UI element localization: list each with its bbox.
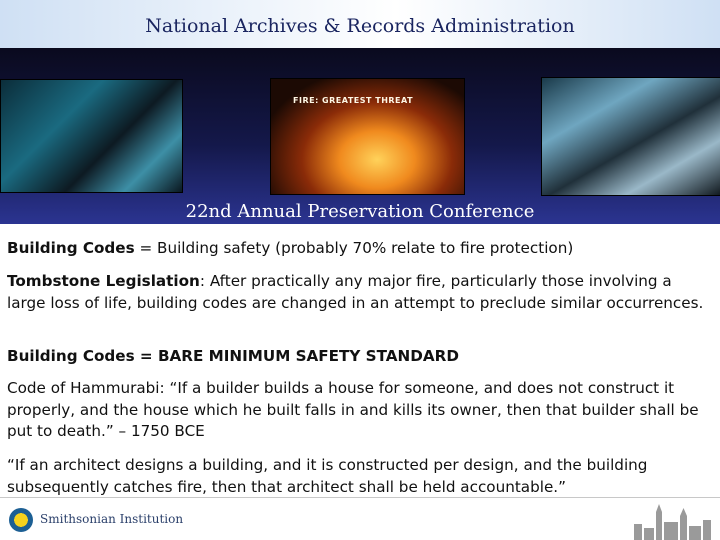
paragraph-hammurabi: Code of Hammurabi: “If a builder builds a house for someone, and does not construct it properly, and the house which he built falls in and kills its owner, then that builder shall be put to death.” – 1750 BCE — [7, 379, 699, 440]
header-title: National Archives & Records Administration — [145, 15, 575, 37]
smithsonian-logo-text: Smithsonian Institution — [40, 512, 184, 526]
building-codes-text: = Building safety (probably 70% relate to fire protection) — [134, 239, 574, 257]
fire-damage-photo-left — [0, 79, 183, 193]
paragraph-building-codes — [7, 238, 713, 260]
fire-damage-photo-right — [541, 77, 720, 196]
photo-caption: FIRE: GREATEST THREAT — [293, 96, 414, 105]
building-codes-label: Building Codes — [7, 239, 135, 257]
building-fire-photo — [270, 78, 465, 195]
paragraph-tombstone-legislation — [7, 271, 713, 314]
smithsonian-sun-icon — [9, 508, 33, 532]
conference-title: 22nd Annual Preservation Conference — [185, 201, 535, 222]
footer-divider — [0, 497, 720, 498]
paragraph-bare-minimum: Building Codes = BARE MINIMUM SAFETY STANDARD — [7, 347, 459, 365]
paragraph-architect-quote: “If an architect designs a building, and it is constructed per design, and the building subsequently catches fire, then that architect shall be held accountable.” — [7, 456, 648, 496]
tombstone-legislation-text: : After practically any major fire, particularly those involving a large loss of life, building codes are changed in an attempt to preclude similar occurrences. — [7, 272, 704, 312]
tombstone-legislation-label: Tombstone Legislation — [7, 272, 200, 290]
header-bar — [0, 0, 720, 48]
castle-skyline-icon — [632, 502, 718, 540]
